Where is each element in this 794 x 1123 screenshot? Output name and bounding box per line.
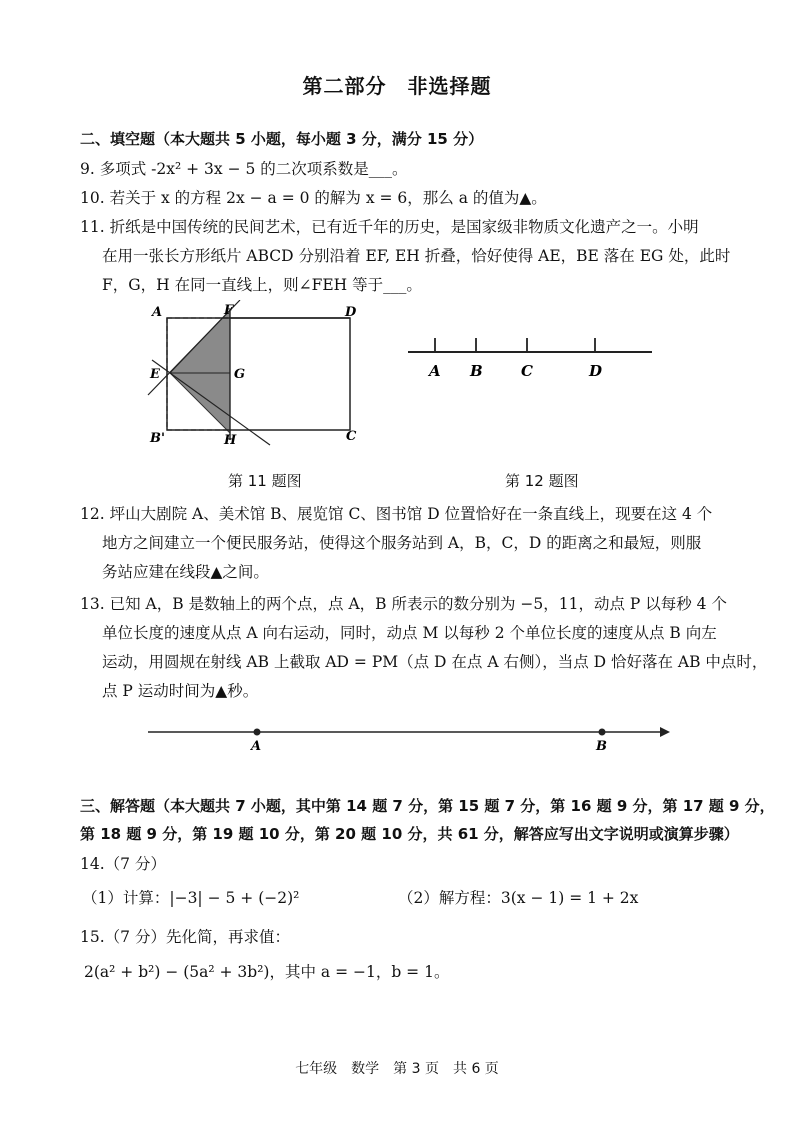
figure-11-caption: 第 11 题图: [228, 472, 302, 490]
question-12-line-2: 地方之间建立一个便民服务站，使得这个服务站到 A，B，C，D 的距离之和最短，则服: [102, 534, 702, 552]
question-12-line-3: 务站应建在线段▲之间。: [102, 563, 269, 581]
section2-heading: 二、填空题（本大题共 5 小题，每小题 3 分，满分 15 分）: [80, 130, 484, 148]
label-C: C: [346, 429, 357, 444]
label-12-D: D: [589, 362, 603, 380]
label-E: E: [150, 367, 160, 382]
question-11-line-1: 11. 折纸是中国传统的民间艺术，已有近千年的历史，是国家级非物质文化遗产之一。小明: [80, 218, 699, 236]
folded-triangle: [170, 310, 230, 433]
question-14-part-2: （2）解方程：3(x − 1) = 1 + 2x: [398, 889, 639, 907]
figure-11: [140, 300, 380, 460]
label-H: H: [224, 433, 237, 448]
label-B: B': [150, 431, 165, 446]
page-title: 第二部分 非选择题: [302, 74, 492, 98]
question-11-line-3: F，G，H 在同一直线上，则∠FEH 等于___。: [102, 276, 422, 294]
label-G: G: [234, 367, 246, 382]
question-10: 10. 若关于 x 的方程 2x − a = 0 的解为 x = 6，那么 a 的值为▲。: [80, 189, 547, 207]
label-F: F: [224, 303, 234, 318]
question-9: 9. 多项式 -2x² + 3x − 5 的二次项系数是___。: [80, 160, 408, 178]
page-footer: 七年级 数学 第 3 页 共 6 页: [295, 1061, 499, 1077]
label-D: D: [345, 305, 357, 320]
label-13-A: A: [251, 739, 262, 754]
question-13-line-2: 单位长度的速度从点 A 向右运动，同时，动点 M 以每秒 2 个单位长度的速度从点 B 向左: [102, 624, 717, 642]
question-12-line-1: 12. 坪山大剧院 A、美术馆 B、展览馆 C、图书馆 D 位置恰好在一条直线上，现要在这 4 个: [80, 505, 713, 523]
figure-13: [140, 715, 680, 755]
label-A: A: [152, 305, 163, 320]
question-14-title: 14.（7 分）: [80, 855, 166, 873]
label-12-B: B: [470, 362, 483, 380]
section3-heading-line-1: 三、解答题（本大题共 7 小题，其中第 14 题 7 分，第 15 题 7 分，第 16 题 9 分，第 17 题 9 分，: [80, 797, 775, 815]
section3-heading-line-2: 第 18 题 9 分，第 19 题 10 分，第 20 题 10 分，共 61 分，解答应写出文字说明或演算步骤）: [80, 825, 739, 843]
label-13-B: B: [596, 739, 607, 754]
question-11-line-2: 在用一张长方形纸片 ABCD 分别沿着 EF, EH 折叠，恰好使得 AE，BE 落在 EG 处，此时: [102, 247, 731, 265]
question-13-line-3: 运动，用圆规在射线 AB 上截取 AD = PM（点 D 在点 A 右侧），当点 D 恰好落在 AB 中点时，: [102, 653, 768, 671]
label-12-A: A: [429, 362, 441, 380]
figure-12-caption: 第 12 题图: [505, 472, 579, 490]
figure-12: [400, 330, 660, 390]
label-12-C: C: [521, 362, 533, 380]
question-13-line-1: 13. 已知 A，B 是数轴上的两个点，点 A，B 所表示的数分别为 −5，11，动点 P 以每秒 4 个: [80, 595, 727, 613]
arrow-head: [660, 727, 670, 737]
question-15-title: 15.（7 分）先化简，再求值：: [80, 928, 290, 946]
question-15-expression: 2(a² + b²) − (5a² + 3b²)，其中 a = −1，b = 1。: [84, 963, 450, 981]
question-14-part-1: （1）计算：|−3| − 5 + (−2)²: [82, 889, 300, 907]
point-B: [599, 729, 606, 736]
question-13-line-4: 点 P 运动时间为▲秒。: [102, 682, 259, 700]
point-A: [254, 729, 261, 736]
